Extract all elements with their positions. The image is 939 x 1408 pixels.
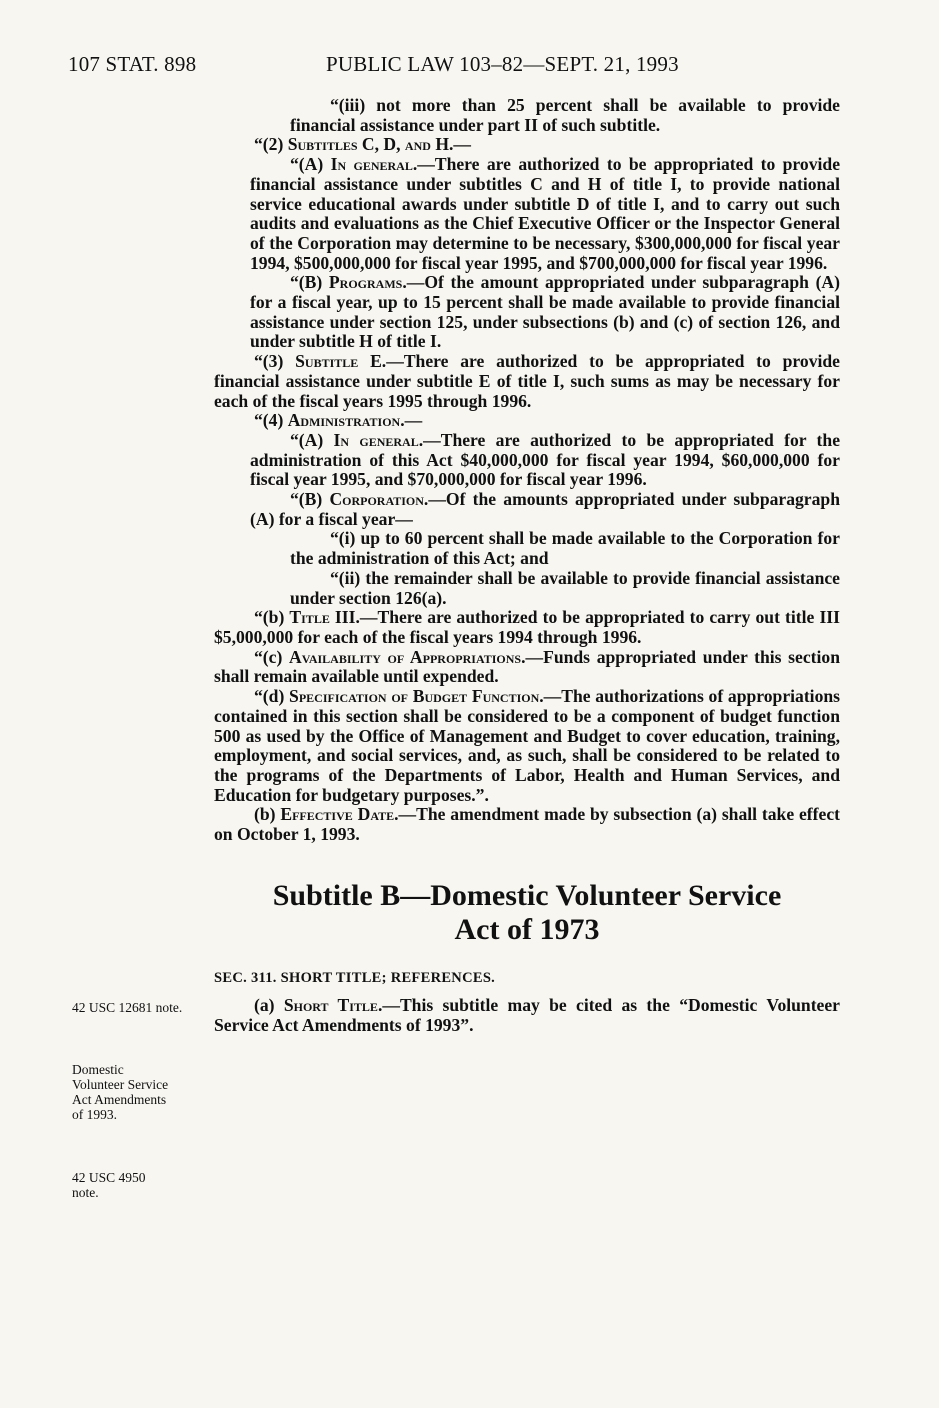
paragraph-text: —Of the amounts appropriated under subparagraph (A) for a fiscal year—: [250, 489, 840, 529]
clause-4b-i: “(i) up to 60 percent shall be made available to the Corporation for the administration of this Act; and: [290, 528, 840, 569]
subparagraph-4a: [214, 431, 840, 490]
margin-note-short-title: Domestic Volunteer Service Act Amendments of 1993.: [72, 1062, 169, 1122]
paragraph-text: —Funds appropriated under this section shall remain available until expended.: [214, 646, 840, 687]
paragraph-text: —There are authorized to be appropriated to provide financial assistance under subtitles C and H of title I, to provide national service educational awards under subtitle D of title I, and to carry out such audits and evaluations as the Chief Executive Officer or the Inspector General of the Corporation may determine to be necessary, $300,000,000 for fiscal year 1994, $500,000,000 for fiscal year 1995, and $700,000,000 for fiscal year 1996.: [250, 154, 841, 273]
paragraph-heading: Corporation.: [329, 489, 429, 510]
paragraph-heading: Title III.: [289, 607, 360, 628]
paragraph-lead: “(A): [290, 154, 331, 175]
paragraph-2-subtitles: [214, 135, 840, 155]
section-311-heading: SEC. 311. SHORT TITLE; REFERENCES.: [214, 969, 496, 986]
subparagraph-4b: [214, 490, 840, 529]
paragraph-lead: “(4): [254, 410, 288, 431]
margin-note-usc-4950: 42 USC 4950 note.: [72, 1170, 146, 1200]
paragraph-lead: (a): [254, 995, 284, 1016]
paragraph-heading: Short Title.: [283, 995, 383, 1016]
clause-iii: “(iii) not more than 25 percent shall be available to provide financial assistance under part II of such subtitle.: [290, 95, 840, 135]
paragraph-text: —The authorizations of appropriations contained in this section shall be considered to be a component of budget function 500 as used by the Office of Management and Budget to cover education, training, employment, and social services, and, as such, shall be considered to be related to the programs of the Departments of Labor, Health and Human Services, and Education for budgetary purposes.”.: [214, 686, 841, 805]
subsection-a-short-title: [214, 996, 840, 1035]
paragraph-3-subtitle-e: [214, 352, 840, 411]
public-law-header: PUBLIC LAW 103–82—SEPT. 21, 1993: [326, 52, 679, 76]
subtitle-heading-line2: Act of 1973: [454, 912, 600, 946]
subparagraph-2a: [214, 155, 840, 273]
paragraph-lead: “(B): [290, 489, 330, 510]
paragraph-lead: “(B): [290, 272, 329, 293]
paragraph-text: —: [404, 410, 423, 431]
paragraph-text: —The amendment made by subsection (a) shall take effect on October 1, 1993.: [214, 804, 840, 845]
paragraph-text: —There are authorized to be appropriated to carry out title III $5,000,000 for each of the fiscal years 1994 through 1996.: [214, 607, 840, 647]
paragraph-text: —Of the amount appropriated under subparagraph (A) for a fiscal year, up to 15 percent shall be made available to provide financial assistance under section 125, under subsections (b) and (c) of section 126, and under subtitle H of title I.: [250, 272, 840, 352]
paragraph-lead: “(b): [254, 607, 290, 628]
paragraph-lead: “(A): [290, 429, 334, 450]
subsection-d-budget-function: [214, 687, 840, 805]
paragraph-lead: “(2): [254, 134, 288, 155]
statute-body: [214, 96, 840, 1036]
margin-note-usc-12681: 42 USC 12681 note.: [72, 1000, 183, 1015]
paragraph-text: —: [453, 134, 472, 155]
paragraph-heading: Programs.: [328, 272, 407, 293]
clause-4b-ii: “(ii) the remainder shall be available to provide financial assistance under section 126(a).: [290, 567, 840, 608]
paragraph-heading: In general.: [330, 154, 418, 175]
paragraph-text: —There are authorized to be appropriated for the administration of this Act $40,000,000 for fiscal year 1994, $60,000,000 for fiscal year 1995, and $70,000,000 for fiscal year 1996.: [250, 429, 841, 490]
subtitle-heading-line1: Subtitle B—Domestic Volunteer Service: [272, 878, 782, 912]
paragraph-lead: “(3): [254, 351, 296, 372]
paragraph-lead: “(c): [254, 646, 290, 667]
paragraph-heading: Administration.: [287, 410, 405, 431]
subtitle-b-heading: [214, 879, 840, 947]
paragraph-text: —There are authorized to be appropriated to provide financial assistance under subtitle E of title I, such sums as may be necessary for each of the fiscal years 1995 through 1996.: [214, 351, 840, 411]
subsection-b-title-iii: [214, 608, 840, 647]
subsection-c-availability: [214, 648, 840, 687]
paragraph-heading: Subtitles C, D, and H.: [287, 134, 454, 155]
paragraph-heading: Specification of Budget Function.: [289, 686, 544, 707]
paragraph-text: —This subtitle may be cited as the “Domestic Volunteer Service Act Amendments of 1993”.: [214, 995, 840, 1036]
subsection-b-effective-date: [214, 805, 840, 844]
paragraph-heading: Effective Date.: [280, 804, 399, 825]
paragraph-heading: Availability of Appropriations.: [289, 646, 526, 667]
page-number-header: 107 STAT. 898: [68, 52, 197, 76]
paragraph-lead: “(d): [254, 686, 290, 707]
paragraph-lead: (b): [254, 804, 281, 825]
paragraph-heading: In general.: [333, 429, 424, 450]
paragraph-heading: Subtitle E.: [295, 351, 387, 372]
subparagraph-2b: [214, 273, 840, 352]
paragraph-4-administration: [214, 411, 840, 431]
